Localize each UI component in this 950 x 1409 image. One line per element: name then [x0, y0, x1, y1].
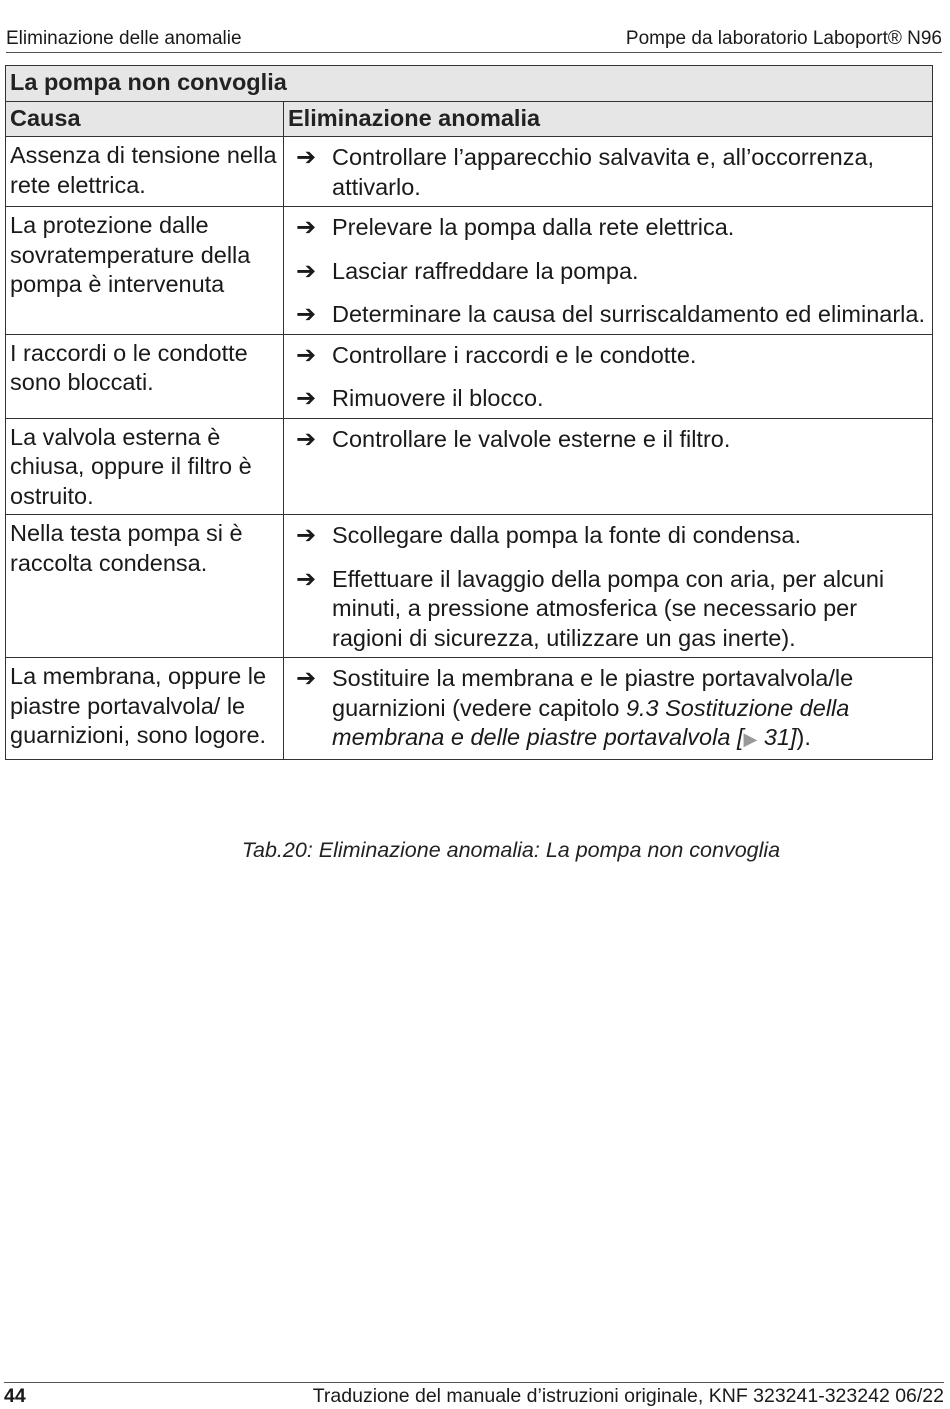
table-caption: Tab.20: Eliminazione anomalia: La pompa non convoglia — [241, 838, 781, 862]
page-ref-arrow-icon: ▶ — [743, 729, 758, 749]
remedy-step — [290, 664, 926, 755]
arrow-right-icon: ➔ — [296, 341, 317, 369]
column-header-cause: Causa — [6, 101, 284, 137]
remedy-cell — [284, 207, 933, 335]
arrow-right-icon: ➔ — [296, 565, 317, 593]
arrow-right-icon: ➔ — [296, 214, 317, 241]
remedy-text: Controllare i raccordi e le condotte. — [332, 341, 697, 368]
remedy-cell — [284, 334, 933, 418]
table-title: La pompa non convoglia — [6, 66, 933, 102]
remedy-text: Effettuare il lavaggio della pompa con aria, per alcuni minuti, a pressione atmosferica (se necessario per ragioni di sicurezza, utilizzare un gas inerte). — [332, 565, 885, 651]
remedy-step — [290, 425, 926, 455]
remedy-cell — [284, 418, 933, 515]
header-product-title: Pompe da laboratorio Laboport® N96 — [625, 28, 942, 49]
cause-cell: La membrana, oppure le piastre portavalvola/ le guarnizioni, sono logore. — [6, 658, 284, 760]
arrow-right-icon: ➔ — [296, 301, 317, 328]
remedy-step — [290, 143, 926, 202]
remedy-step — [290, 300, 926, 330]
remedy-text: Controllare le valvole esterne e il filtro. — [332, 425, 731, 452]
remedy-text: Rimuovere il blocco. — [332, 385, 544, 411]
remedy-step — [290, 384, 926, 414]
remedy-text: ). — [796, 724, 811, 750]
table-row — [6, 137, 933, 207]
table-row — [6, 418, 933, 515]
page-number: 44 — [4, 1385, 26, 1407]
column-header-remedy: Eliminazione anomalia — [284, 101, 933, 137]
arrow-right-icon: ➔ — [296, 257, 317, 285]
chapter-reference-link[interactable]: 9.3 Sostituzione della membrana e delle piastre portavalvola [ — [332, 694, 850, 750]
remedy-text: Lasciar raffreddare la pompa. — [332, 257, 639, 284]
remedy-text: Scollegare dalla pompa la fonte di condensa. — [332, 522, 802, 548]
table-row — [6, 515, 933, 658]
remedy-step — [290, 565, 926, 654]
cause-cell: La protezione dalle sovratemperature della pompa è intervenuta — [6, 207, 284, 335]
remedy-text: Sostituire la membrana e le piastre portavalvola/le guarnizioni (vedere capitolo — [332, 665, 854, 721]
arrow-right-icon: ➔ — [296, 425, 317, 453]
remedy-step — [290, 521, 926, 551]
remedy-cell — [284, 137, 933, 207]
troubleshooting-table — [5, 65, 933, 760]
cause-cell: Nella testa pompa si è raccolta condensa. — [6, 515, 284, 658]
page-reference[interactable]: 31] — [757, 724, 797, 750]
remedy-cell — [284, 658, 933, 760]
table-row — [6, 334, 933, 418]
table-row — [6, 207, 933, 335]
page-header — [6, 26, 942, 53]
table-row — [6, 658, 933, 760]
arrow-right-icon: ➔ — [296, 385, 317, 412]
remedy-text: Controllare l’apparecchio salvavita e, all’occorrenza, attivarlo. — [332, 144, 875, 200]
remedy-cell — [284, 515, 933, 658]
remedy-text: Prelevare la pompa dalla rete elettrica. — [332, 214, 735, 240]
remedy-text: Determinare la causa del surriscaldamento ed eliminarla. — [332, 301, 925, 327]
arrow-right-icon: ➔ — [296, 665, 317, 692]
remedy-step — [290, 257, 926, 287]
arrow-right-icon: ➔ — [296, 144, 317, 171]
cause-cell: La valvola esterna è chiusa, oppure il filtro è ostruito. — [6, 418, 284, 515]
page-footer — [4, 1382, 944, 1407]
cause-cell: I raccordi o le condotte sono bloccati. — [6, 334, 284, 418]
footer-text: Traduzione del manuale d’istruzioni originale, KNF 323241-323242 06/22 — [312, 1385, 944, 1407]
remedy-step — [290, 213, 926, 243]
header-section-title: Eliminazione delle anomalie — [6, 28, 242, 49]
arrow-right-icon: ➔ — [296, 522, 317, 549]
remedy-step — [290, 341, 926, 371]
cause-cell: Assenza di tensione nella rete elettrica. — [6, 137, 284, 207]
